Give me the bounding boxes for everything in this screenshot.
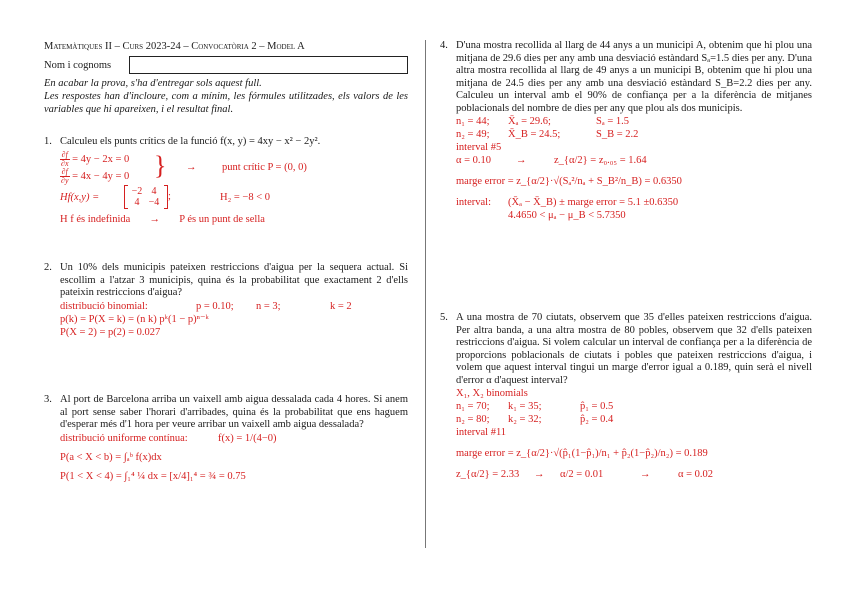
sd-a: Sₐ = 1.5 <box>596 116 630 127</box>
p2-hat: p̂₂ = 0.4 <box>580 414 614 425</box>
pdf: f(x) = 1/(4−0) <box>218 432 277 444</box>
conclusion-arrow: → <box>149 213 161 225</box>
exam-title: Matemàtiques II – Curs 2023-24 – Convocatòria 2 – Model A <box>44 41 305 52</box>
n2: n₂ = 49; <box>456 129 490 140</box>
answer-3 <box>44 432 408 483</box>
hessian-cell: 4 <box>151 185 157 197</box>
question-text: D'una mostra recollida al llarg de 44 anys a un municipi A, obtenim que hi plou una mitjana de 29.6 dies per any amb una desviació estàndard Sₐ=1.5 dies per any. D'una altra mostra recollida al llarg de 49 anys a un municipi B, obtenim que hi plou una mitjana de 24.5 dies per any amb una desviació estàndard S_B=2.2 dies per any. Calculeu un interval amb el 90% de confiança per a la diferència de mitjanes poblacionals del nombre de dies per any que plou als dos municipis. <box>456 40 812 114</box>
uniform-result: P(1 < X < 4) = ∫₁⁴ ¼ dx = [x/4]₁⁴ = ¾ = 0.75 <box>60 470 246 482</box>
interval-id: interval #5 <box>456 142 502 153</box>
uniform-formula: P(a < X < b) = ∫ₐᵇ f(x)dx <box>60 451 162 463</box>
alpha: α = 0.10 <box>456 155 492 166</box>
instructions-line-1: En acabar la prova, s'ha d'entregar sols aquest full. <box>44 78 262 89</box>
brace: } <box>154 150 167 180</box>
arrow: → <box>516 155 527 166</box>
question-text: Al port de Barcelona arriba un vaixell amb aigua dessalada cada 4 hores. Si anem al port sense saber l'horari d'arribades, quina és la probabilitat que ens haguem d'esperar més d'1 hora per veure arribar un vaixell amb aigua dessalada? <box>60 394 408 430</box>
interval-expression: (X̄ₐ − X̄_B) ± marge error = 5.1 ±0.6350 <box>508 197 679 208</box>
answer-4 <box>440 115 812 222</box>
question-number: 4. <box>440 40 448 51</box>
mean-b: X̄_B = 24.5; <box>508 129 561 140</box>
alpha-result: α = 0.02 <box>678 469 714 480</box>
margin-error: marge error = z_{α/2}·√(Sₐ²/nₐ + S_B²/n_B) = 0.6350 <box>456 176 682 187</box>
hessian-cell: 4 <box>134 196 140 208</box>
answer-1: $\frac{\partial f}{\partial x}$ = 4y − 2x = 0 $\frac{\partial f}{\partial y}$ = 4x − 4y = 0 } → punt crític P = (0, 0) Hf(x,y) = −2 4 4 −4 ; H₂ = −8 < 0 H f és indefinida → P és un punt de sella <box>60 149 307 225</box>
conclusion-a: H f és indefinida <box>60 213 131 225</box>
answer-5 <box>440 387 812 481</box>
instructions-line-2: Les respostes han d'incloure, com a mínim, les fórmules utilitzades, els valors de les variables que hi apareixen, i el resultat final. <box>44 91 408 115</box>
hessian-label: Hf(x,y) = <box>60 191 100 203</box>
interval-label: interval: <box>456 197 491 208</box>
question-number: 5. <box>440 312 448 323</box>
half-alpha: α/2 = 0.01 <box>560 469 604 480</box>
critical-point: punt crític P = (0, 0) <box>222 161 307 173</box>
param-n: n = 3; <box>256 300 281 312</box>
interval-id: interval #11 <box>456 427 507 438</box>
question-number: 2. <box>44 262 52 273</box>
question-number: 3. <box>44 394 52 405</box>
question-text: Calculeu els punts crítics de la funció f(x, y) = 4xy − x² − 2y². <box>60 136 321 147</box>
arrow-1: → <box>534 469 545 480</box>
name-row <box>44 55 408 75</box>
binomials: X₁, X₂ binomials <box>456 388 528 399</box>
answer-2 <box>44 300 408 339</box>
question-5 <box>440 312 812 481</box>
question-4 <box>440 40 812 222</box>
question-3 <box>44 394 408 483</box>
binomial-formula: p(k) = P(X = k) = (n k) pᵏ(1 − p)ⁿ⁻ᵏ <box>60 313 209 325</box>
k1: k₁ = 35; <box>508 401 542 412</box>
question-number: 1. <box>44 136 52 147</box>
distribution: distribució binomial: <box>60 300 148 312</box>
margin-error: marge error = z_{α/2}·√(p̂₁(1−p̂₁)/n₁ + p̂₂(1−p̂₂)/n₂) = 0.189 <box>456 448 708 459</box>
arrow-2: → <box>640 469 651 480</box>
param-p: p = 0.10; <box>196 300 234 312</box>
distribution: distribució uniforme contínua: <box>60 432 188 444</box>
instructions <box>44 77 408 116</box>
n1: n₁ = 70; <box>456 401 490 412</box>
hessian-cell: −4 <box>148 196 160 208</box>
h2-value: H₂ = −8 < 0 <box>220 191 271 203</box>
question-2 <box>44 262 408 339</box>
sd-b: S_B = 2.2 <box>596 129 639 140</box>
z-value: z_{α/2} = z₀.₀₅ = 1.64 <box>554 155 647 166</box>
z-value: z_{α/2} = 2.33 <box>456 469 520 480</box>
n1: n₁ = 44; <box>456 116 490 127</box>
partial-x-eq: = 4y − 2x = 0 <box>72 153 130 165</box>
name-input-box[interactable] <box>129 56 408 74</box>
binomial-result: P(X = 2) = p(2) = 0.027 <box>60 326 161 338</box>
column-divider <box>425 40 426 548</box>
n2: n₂ = 80; <box>456 414 490 425</box>
p1-hat: p̂₁ = 0.5 <box>580 401 614 412</box>
question-1 <box>44 136 408 226</box>
hessian-cell: −2 <box>131 185 143 197</box>
mean-a: X̄ₐ = 29.6; <box>508 116 551 127</box>
hessian-matrix: −2 4 4 −4 ; <box>124 185 171 209</box>
question-text: A una mostra de 70 ciutats, observem que 35 d'elles pateixen restriccions d'aigua. Per altra banda, a una altra mostra de 80 pobles, observem que 32 d'ells pateixen restriccions d'aigua. Si volem calcular un interval de confiança per a la diferència de proporcions poblacionals de ciutats i pobles que pateixen restriccions d'aigua, i volem que aquest interval tingui un marge d'error igual a 0.189, quin serà el nivell d'error α d'aquest interval? <box>456 312 812 386</box>
left-column <box>44 40 408 482</box>
name-label: Nom i cognoms <box>44 59 112 71</box>
k2: k₂ = 32; <box>508 414 542 425</box>
param-k: k = 2 <box>330 300 352 312</box>
partial-y-eq: = 4x − 4y = 0 <box>72 170 130 182</box>
interval-result: 4.4650 < μₐ − μ_B < 5.7350 <box>508 210 626 221</box>
conclusion-b: P és un punt de sella <box>179 213 265 225</box>
arrow: → <box>186 161 197 173</box>
question-text: Un 10% dels municipis pateixen restriccions d'aigua per la sequera actual. Si escollim a l'atzar 3 municipis, quina és la probabilitat que exactament 2 d'ells pateixin restriccions d'aigua? <box>60 262 408 298</box>
